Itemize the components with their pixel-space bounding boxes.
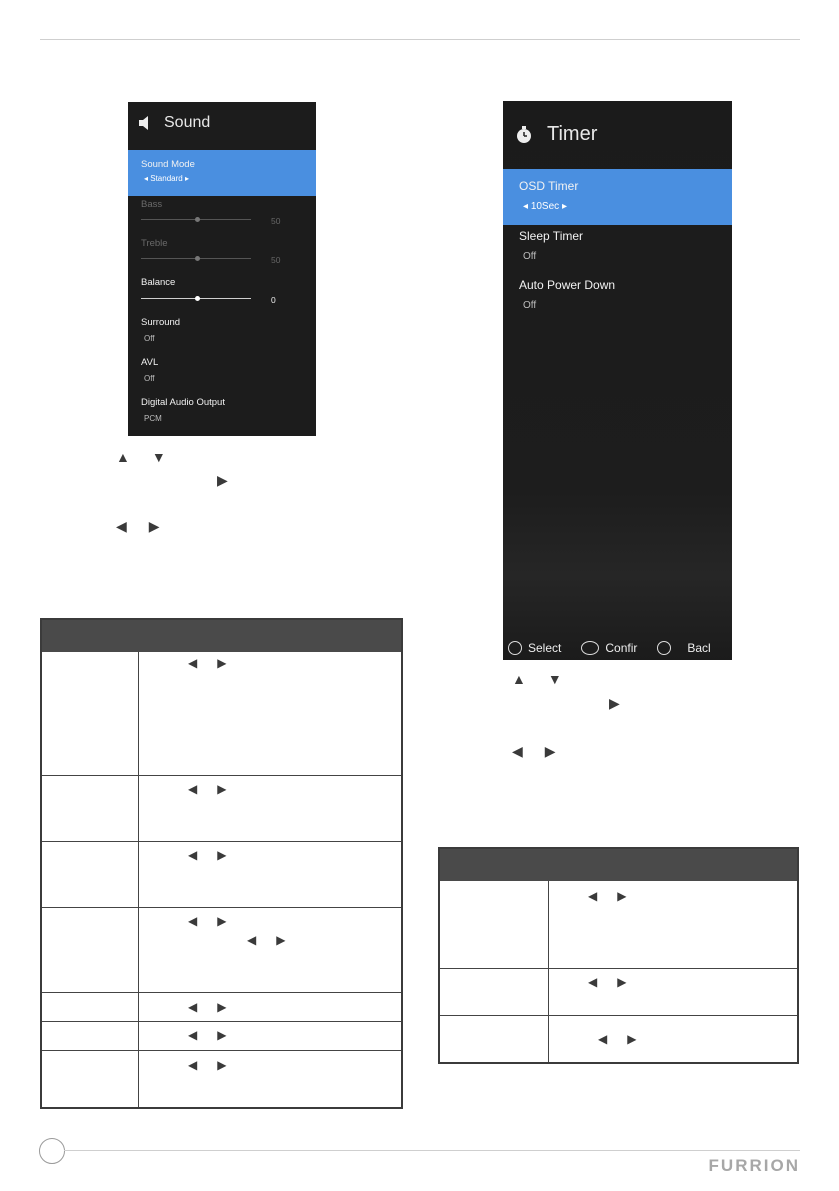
sound-menu-screenshot bbox=[128, 102, 316, 436]
left-arrow-icon: ◀ bbox=[247, 933, 257, 947]
item-label: Bass bbox=[141, 199, 163, 210]
item-label: OSD Timer bbox=[519, 179, 579, 193]
right-arrow-icon: ▶ bbox=[617, 975, 627, 989]
item-value: Off bbox=[144, 374, 155, 383]
table-row-divider bbox=[42, 1021, 401, 1022]
right-arrow-icon: ▶ bbox=[617, 889, 627, 903]
left-arrow-icon: ◀ bbox=[188, 1000, 198, 1014]
menu-item-balance[interactable] bbox=[141, 277, 175, 288]
dpad-icon bbox=[508, 641, 522, 655]
table-header bbox=[42, 620, 401, 652]
row-arrows bbox=[188, 848, 226, 862]
sound-settings-table bbox=[40, 618, 403, 1109]
right-arrow-icon: ▶ bbox=[217, 656, 227, 670]
left-arrow-icon: ◀ bbox=[188, 914, 198, 928]
item-value: ◂ 10Sec ▸ bbox=[523, 201, 567, 212]
row-arrows bbox=[188, 1000, 226, 1014]
bass-slider[interactable] bbox=[141, 219, 251, 220]
menu-item-digital-audio-output[interactable] bbox=[141, 397, 225, 423]
right-arrow-icon: ▶ bbox=[627, 1032, 637, 1046]
up-down-arrows-right bbox=[512, 671, 562, 687]
menu-item-sound-mode[interactable] bbox=[141, 159, 195, 183]
row-arrows bbox=[188, 1058, 226, 1072]
left-arrow-icon: ◀ bbox=[512, 743, 523, 759]
sound-menu-header bbox=[138, 114, 210, 132]
timer-menu-title: Timer bbox=[547, 123, 598, 145]
right-arrow-left bbox=[217, 472, 228, 489]
menu-item-bass[interactable] bbox=[141, 199, 162, 210]
item-label: Auto Power Down bbox=[519, 278, 616, 292]
table-row-divider bbox=[42, 907, 401, 908]
menu-item-sleep-timer[interactable] bbox=[519, 229, 583, 262]
down-arrow-icon: ▼ bbox=[547, 671, 562, 687]
balance-value: 0 bbox=[271, 295, 276, 305]
menu-item-avl[interactable] bbox=[141, 357, 158, 383]
item-value: ◂ Standard ▸ bbox=[144, 174, 189, 183]
sound-menu-title: Sound bbox=[164, 114, 211, 131]
brand-logo: FURRION bbox=[708, 1156, 800, 1175]
right-arrow-icon: ▶ bbox=[217, 914, 227, 928]
menu-item-auto-power-down[interactable] bbox=[519, 278, 615, 311]
left-arrow-icon: ◀ bbox=[188, 782, 198, 796]
right-arrow-icon: ▶ bbox=[148, 518, 160, 534]
speaker-icon bbox=[138, 115, 154, 131]
left-arrow-icon: ◀ bbox=[598, 1032, 608, 1046]
table-row-divider bbox=[440, 968, 797, 969]
item-value: Off bbox=[523, 300, 537, 311]
left-arrow-icon: ◀ bbox=[188, 656, 198, 670]
item-label: AVL bbox=[141, 357, 159, 368]
item-label: Surround bbox=[141, 317, 181, 328]
row-arrows bbox=[247, 933, 285, 947]
table-row-divider bbox=[42, 841, 401, 842]
row-arrows bbox=[188, 914, 226, 928]
left-right-arrows-left bbox=[116, 518, 160, 535]
menu-item-treble[interactable] bbox=[141, 238, 168, 249]
column-divider bbox=[548, 881, 549, 1062]
left-arrow-icon: ◀ bbox=[188, 1028, 198, 1042]
right-arrow-icon: ▶ bbox=[217, 472, 228, 488]
row-arrows bbox=[598, 1032, 636, 1046]
left-arrow-icon: ◀ bbox=[188, 1058, 198, 1072]
back-icon bbox=[657, 641, 671, 655]
right-arrow-icon: ▶ bbox=[544, 743, 556, 759]
item-label: Digital Audio Output bbox=[141, 397, 225, 408]
right-arrow-icon: ▶ bbox=[217, 1000, 227, 1014]
clock-icon bbox=[515, 126, 533, 144]
row-arrows bbox=[188, 1028, 226, 1042]
right-arrow-icon: ▶ bbox=[217, 1058, 227, 1072]
right-arrow-icon: ▶ bbox=[217, 848, 227, 862]
up-arrow-icon: ▲ bbox=[116, 449, 130, 465]
item-value: Off bbox=[523, 251, 537, 262]
balance-slider[interactable] bbox=[141, 298, 251, 299]
page-number-circle bbox=[39, 1138, 65, 1164]
item-value: PCM bbox=[144, 414, 162, 423]
item-label: Sleep Timer bbox=[519, 229, 584, 243]
column-divider bbox=[138, 652, 139, 1107]
row-arrows bbox=[188, 782, 226, 796]
value-text: 10Sec bbox=[530, 201, 560, 212]
menu-item-surround[interactable] bbox=[141, 317, 180, 343]
left-right-arrows-right bbox=[512, 743, 556, 760]
select-hint: Select bbox=[528, 641, 562, 655]
enter-icon bbox=[581, 641, 599, 655]
row-arrows bbox=[588, 975, 626, 989]
treble-value: 50 bbox=[271, 255, 281, 265]
timer-menu-screenshot bbox=[503, 101, 732, 660]
value-text: Standard bbox=[150, 174, 183, 183]
timer-settings-table bbox=[438, 847, 799, 1064]
table-row-divider bbox=[42, 1050, 401, 1051]
up-down-arrows-left bbox=[116, 449, 166, 465]
row-arrows bbox=[188, 656, 226, 670]
timer-menu-header bbox=[515, 123, 597, 146]
row-arrows bbox=[588, 889, 626, 903]
down-arrow-icon: ▼ bbox=[151, 449, 166, 465]
right-arrow-icon: ▶ bbox=[276, 933, 286, 947]
confirm-hint: Confir bbox=[605, 641, 638, 655]
item-label: Balance bbox=[141, 277, 176, 288]
back-hint: Bacl bbox=[687, 641, 711, 655]
table-header bbox=[440, 849, 797, 881]
right-arrow-icon: ▶ bbox=[609, 695, 620, 711]
right-arrow-right bbox=[609, 695, 620, 712]
table-row-divider bbox=[42, 992, 401, 993]
menu-item-osd-timer[interactable] bbox=[519, 179, 578, 212]
left-arrow-icon: ◀ bbox=[588, 975, 598, 989]
item-value: Off bbox=[144, 334, 155, 343]
up-arrow-icon: ▲ bbox=[512, 671, 526, 687]
right-arrow-icon: ▶ bbox=[217, 1028, 227, 1042]
table-row-divider bbox=[42, 775, 401, 776]
treble-slider[interactable] bbox=[141, 258, 251, 259]
table-row-divider bbox=[440, 1015, 797, 1016]
header-rule bbox=[40, 39, 800, 40]
left-arrow-icon: ◀ bbox=[188, 848, 198, 862]
left-arrow-icon: ◀ bbox=[116, 518, 127, 534]
bass-value: 50 bbox=[271, 216, 281, 226]
footer-rule bbox=[64, 1150, 800, 1151]
left-arrow-icon: ◀ bbox=[588, 889, 598, 903]
remote-hint-bar bbox=[503, 637, 732, 659]
item-label: Treble bbox=[141, 238, 168, 249]
right-arrow-icon: ▶ bbox=[217, 782, 227, 796]
item-label: Sound Mode bbox=[141, 159, 195, 170]
